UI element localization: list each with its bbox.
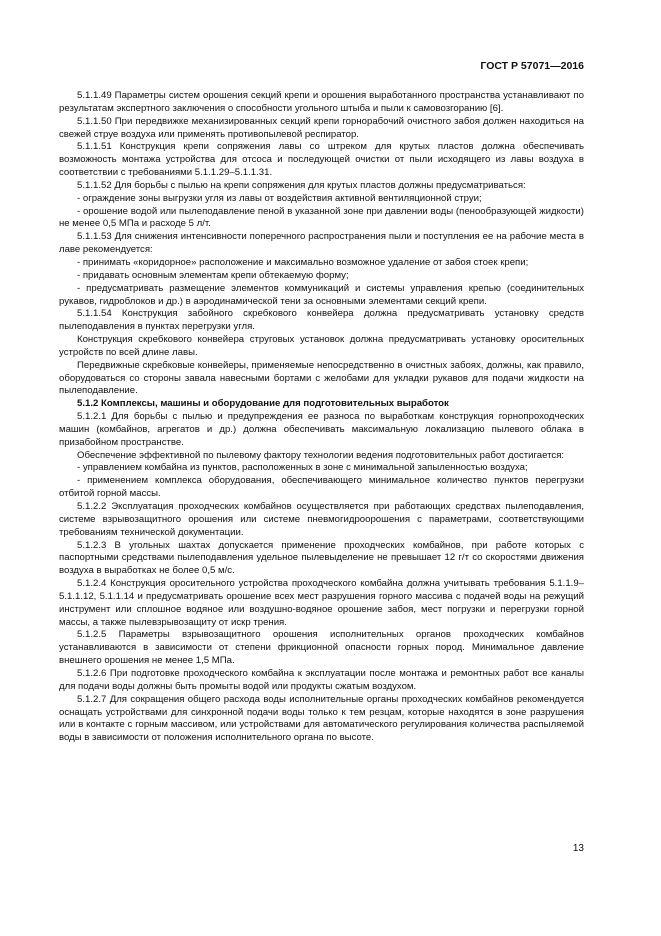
list-item: - придавать основным элементам крепи обтекаемую форму; xyxy=(77,269,349,281)
document-body xyxy=(59,90,584,745)
page-number: 13 xyxy=(572,843,584,854)
paragraph: 5.1.1.52 Для борьбы с пылью на крепи сопряжения для крутых пластов должны предусматриваться: xyxy=(77,179,526,191)
paragraph: Конструкция скребкового конвейера струговых установок должна предусматривать установку оросительных устройств по всей длине лавы. xyxy=(59,334,584,358)
paragraph: 5.1.2.4 Конструкция оросительного устройства проходческого комбайна должна учитывать требования 5.1.1.9–5.1.1.12, 5.1.1.14 и предусматривать орошение всех мест разрушения горного массива с подачей воды на режущий инструмент или сплошное водяное или воздушно-водяное орошение забоя, мест погрузки и перегрузки горной массы, а также пылевзрывозащиту от искр трения. xyxy=(59,578,584,628)
paragraph: 5.1.1.51 Конструкция крепи сопряжения лавы со штреком для крутых пластов должна обеспечивать возможность монтажа устройства для отсоса и последующей очистки от пыли исходящего из лавы воздуха в соответствии с требованиями 5.1.1.29–5.1.1.31. xyxy=(59,141,584,179)
paragraph: 5.1.2.3 В угольных шахтах допускается применение проходческих комбайнов, при работе которых с паспортными средствами пылеподавления удельное пылевыделение не превышает 12 г/т со скоростями движения воздуха в выработках не более 0,5 м/с. xyxy=(59,539,584,577)
paragraph: Обеспечение эффективной по пылевому фактору технологии ведения подготовительных работ достигается: xyxy=(77,449,565,461)
paragraph: 5.1.2.7 Для сокращения общего расхода воды исполнительные органы проходческих комбайнов рекомендуется оснащать устройствами для синхронной подачи воды только к тем резцам, которые находятся в зоне разрушения или в контакте с горным массивом, или устройствами для автоматического регулирования количества распыляемой воды в зависимости от положения исполнительного органа по высоте. xyxy=(59,693,584,744)
paragraph: 5.1.2.6 При подготовке проходческого комбайна к эксплуатации после монтажа и ремонтных работ все каналы для подачи воды должны быть промыты водой или продукты сжатым воздухом. xyxy=(59,667,584,692)
list-item: - применением комплекса оборудования, обеспечивающего минимальное количество пунктов перегрузки отбитой горной массы. xyxy=(59,475,584,500)
paragraph: 5.1.1.50 При передвижке механизированных секций крепи горнорабочий очистного забоя должен находиться на свежей струе воздуха или применять противопылевой респиратор. xyxy=(59,115,584,140)
paragraph: 5.1.1.53 Для снижения интенсивности поперечного распространения пыли и поступления ее на рабочие места в лаве рекомендуется: xyxy=(59,231,584,256)
paragraph: Передвижные скребковые конвейеры, применяемые непосредственно в очистных забоях, должны, как правило, оборудоваться со стороны завала навесными бортами с желобами для укладки рукавов для подачи жидкости на пылеподавление. xyxy=(59,359,584,397)
paragraph: 5.1.1.54 Конструкция забойного скребкового конвейера должна предусматривать установку средств пылеподавления в пунктах перегрузки угля. xyxy=(59,308,584,333)
document-header: ГОСТ Р 57071—2016 xyxy=(480,60,584,72)
paragraph: 5.1.2.2 Эксплуатация проходческих комбайнов осуществляется при работающих средствах пылеподавления, системе взрывозащитного орошения или системе пневмогидроорошения с параметрами, соответствующими требованиям технической документации. xyxy=(59,501,584,538)
section-heading: 5.1.2 Комплексы, машины и оборудование для подготовительных выработок xyxy=(77,398,449,410)
list-item: - орошение водой или пылеподавление пеной в указанной зоне при давлении воды (пенообразующей жидкости) не менее 0,5 МПа и расходе 5 л/т. xyxy=(59,205,584,230)
list-item: - управлением комбайна из пунктов, расположенных в зоне с минимальной запыленностью воздуха; xyxy=(77,462,528,474)
list-item: - ограждение зоны выгрузки угля из лавы от воздействия активной вентиляционной струи; xyxy=(77,192,482,204)
paragraph: 5.1.2.1 Для борьбы с пылью и предупреждения ее разноса по выработкам конструкция горнопроходческих машин (комбайнов, агрегатов и др.) должна обеспечивать максимальную локализацию пылевого облака в призабойном пространстве. xyxy=(59,411,584,448)
paragraph: 5.1.2.5 Параметры взрывозащитного орошения исполнительных органов проходческих комбайнов устанавливаются в зависимости от степени фрикционной опасности горных пород. Минимальное давление внешнего орошения не менее 1,5 МПа. xyxy=(59,629,584,667)
list-item: - принимать «коридорное» расположение и максимально возможное удаление от забоя стоек крепи; xyxy=(77,256,529,268)
paragraph: 5.1.1.49 Параметры систем орошения секций крепи и орошения выработанного пространства устанавливают по результатам экспертного заключения о способности угольного штыба и пыли к самовозгоранию [6]. xyxy=(59,90,584,114)
list-item: - предусматривать размещение элементов коммуникаций и системы управления крепью (соединительных рукавов, гидроблоков и др.) в аэродинамической тени за основными элементами секций крепи. xyxy=(59,282,584,307)
